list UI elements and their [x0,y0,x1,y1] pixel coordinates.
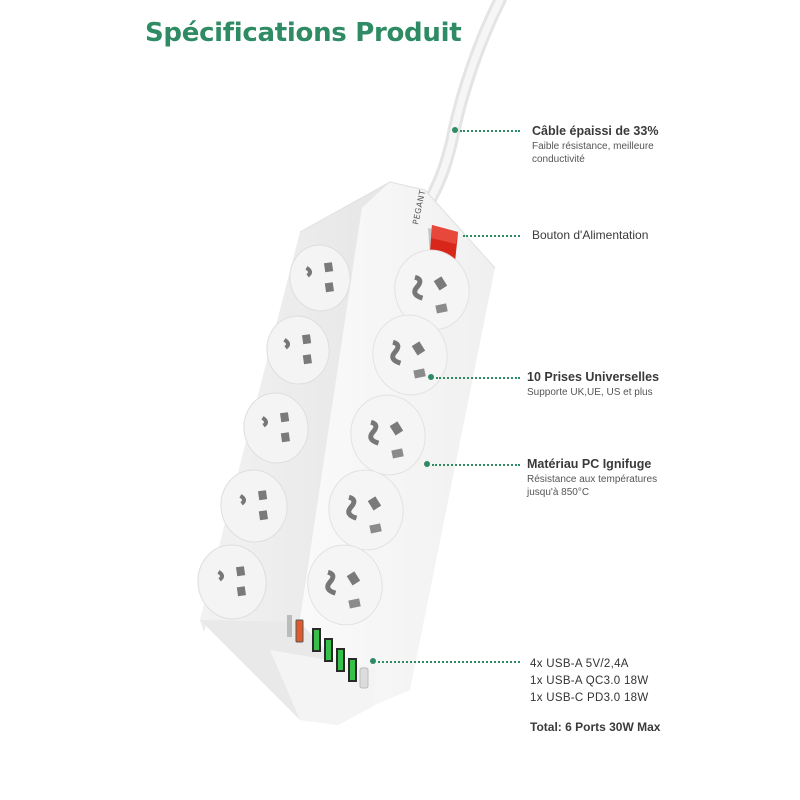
power-callout-title: Bouton d'Alimentation [532,228,649,242]
material-pointer-dot [424,461,430,467]
page-title: Spécifications Produit [145,18,462,48]
cable-callout-desc-2: conductivité [532,154,585,165]
material-callout [527,457,657,499]
outlets-callout-title: 10 Prises Universelles [527,370,660,384]
power-pointer-line [463,235,520,237]
outlets-pointer-dot [428,374,434,380]
usb-total: Total: 6 Ports 30W Max [530,720,661,734]
outlets-pointer-line [436,377,520,379]
usb-line-3: 1x USB-C PD3.0 18W [530,692,649,704]
usb-line-1: 4x USB-A 5V/2,4A [530,658,629,670]
usb-line-2: 1x USB-A QC3.0 18W [530,675,649,687]
material-callout-desc-2: jusqu'à 850°C [527,487,590,498]
cable-callout [532,124,658,166]
cable-pointer-line [460,130,520,132]
usb-callout [530,656,660,736]
usb-pointer-dot [370,658,376,664]
outlets-callout-desc: Supporte UK,UE, US et plus [527,387,653,398]
cable-callout-title: Câble épaissi de 33% [532,124,659,138]
cable-callout-desc-1: Faible résistance, meilleure [532,141,654,152]
power-callout [532,228,666,242]
material-callout-desc-1: Résistance aux températures [527,474,658,485]
usb-pointer-line [378,661,520,663]
material-callout-title: Matériau PC Ignifuge [527,457,652,471]
outlets-callout [527,370,659,399]
brand-logo: PEGANT [411,188,428,226]
material-pointer-line [432,464,520,466]
cable-pointer-dot [452,127,458,133]
